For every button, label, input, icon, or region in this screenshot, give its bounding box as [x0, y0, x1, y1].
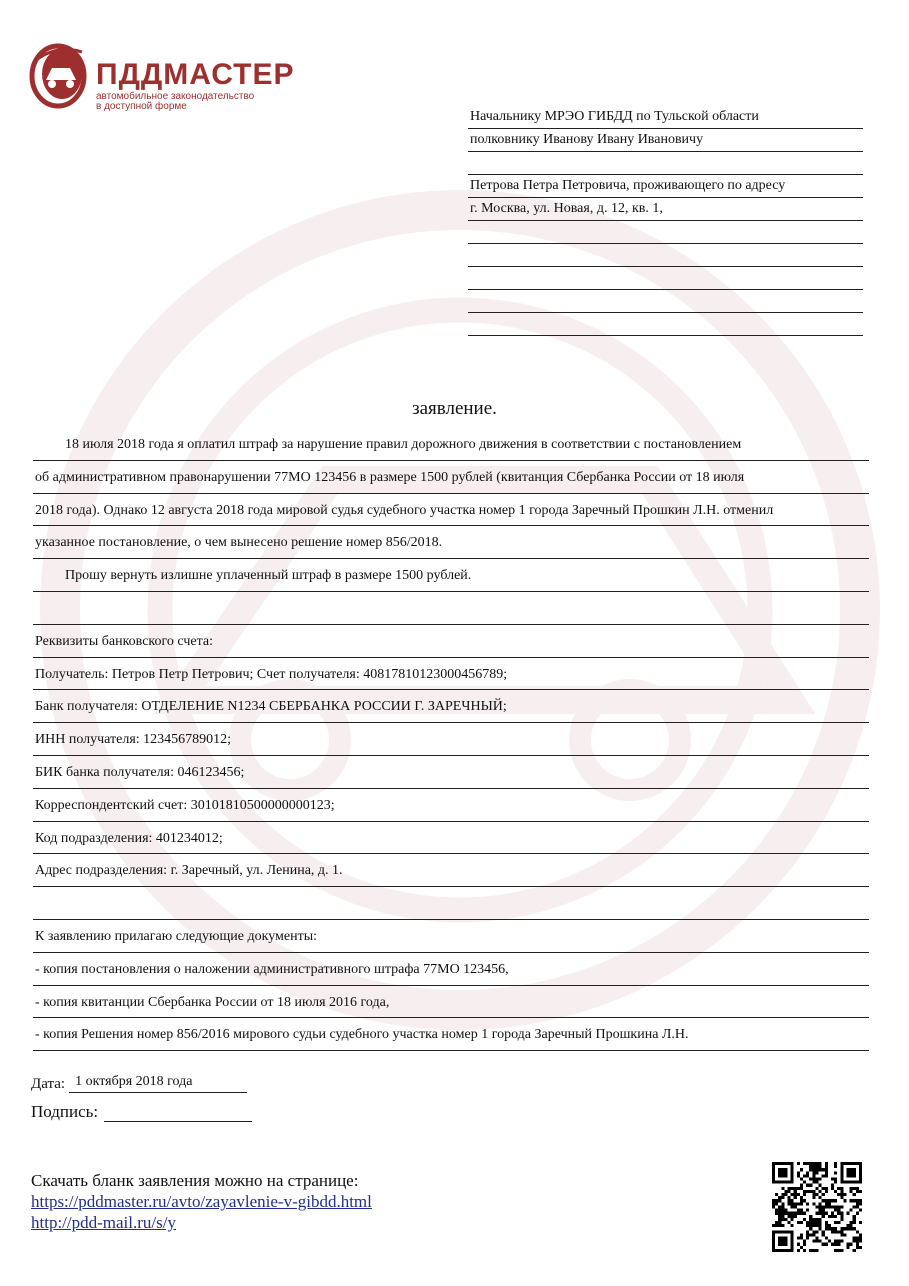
body-line: Прошу вернуть излишне уплаченный штраф в размере 1500 рублей.	[33, 559, 869, 592]
body-line: - копия постановления о наложении административного штрафа 77МО 123456,	[33, 953, 869, 986]
download-text: Скачать бланк заявления можно на странице:	[31, 1171, 359, 1190]
body-line: БИК банка получателя: 046123456;	[33, 756, 869, 789]
addressee-block	[468, 106, 863, 336]
body-line: - копия квитанции Сбербанка России от 18 июля 2016 года,	[33, 986, 869, 1019]
logo-tagline-line-2: в доступной форме	[96, 101, 187, 112]
body-line: Реквизиты банковского счета:	[33, 625, 869, 658]
body-line: Корреспондентский счет: 30101810500000000123;	[33, 789, 869, 822]
addressee-line	[468, 152, 863, 175]
addressee-line	[468, 221, 863, 244]
logo-name: ПДДМАСТЕР	[96, 58, 295, 91]
signature-field	[104, 1103, 252, 1122]
addressee-line: Начальнику МРЭО ГИБДД по Тульской области	[468, 106, 863, 129]
body-line: ИНН получателя: 123456789012;	[33, 723, 869, 756]
body-line: 2018 года). Однако 12 августа 2018 года мировой судья судебного участка номер 1 города Заречный Прошкин Л.Н. отменил	[33, 494, 869, 527]
statement-body	[33, 428, 869, 1051]
addressee-line: полковнику Иванову Ивану Ивановичу	[468, 129, 863, 152]
addressee-line	[468, 244, 863, 267]
logo-tagline-line-1: автомобильное законодательство	[96, 91, 255, 102]
logo-car-icon	[28, 40, 92, 110]
date-field: 1 октября 2018 года	[69, 1072, 247, 1093]
body-line: Код подразделения: 401234012;	[33, 822, 869, 855]
signature-label: Подпись:	[31, 1102, 99, 1121]
addressee-line	[468, 290, 863, 313]
date-row	[31, 1072, 247, 1093]
download-link-pdd-mail[interactable]: http://pdd-mail.ru/s/y	[31, 1213, 176, 1232]
body-line: Банк получателя: ОТДЕЛЕНИЕ N1234 СБЕРБАНКА РОССИИ Г. ЗАРЕЧНЫЙ;	[33, 690, 869, 723]
body-line	[33, 887, 869, 920]
body-line	[33, 592, 869, 625]
download-block	[31, 1170, 372, 1233]
body-line: Адрес подразделения: г. Заречный, ул. Ленина, д. 1.	[33, 854, 869, 887]
body-line: указанное постановление, о чем вынесено решение номер 856/2018.	[33, 526, 869, 559]
addressee-line: г. Москва, ул. Новая, д. 12, кв. 1,	[468, 198, 863, 221]
qr-code-icon	[772, 1162, 862, 1252]
document-title: заявление.	[412, 398, 497, 419]
signature-row	[31, 1102, 252, 1122]
addressee-line	[468, 313, 863, 336]
body-line: - копия Решения номер 856/2016 мирового судьи судебного участка номер 1 города Заречный Прошкина Л.Н.	[33, 1018, 869, 1051]
body-line: 18 июля 2018 года я оплатил штраф за нарушение правил дорожного движения в соответствии с постановлением	[33, 428, 869, 461]
date-label: Дата:	[31, 1076, 66, 1092]
body-line: об административном правонарушении 77МО 123456 в размере 1500 рублей (квитанция Сбербанка России от 18 июля	[33, 461, 869, 494]
addressee-line	[468, 267, 863, 290]
logo	[28, 40, 295, 112]
body-line: К заявлению прилагаю следующие документы:	[33, 920, 869, 953]
addressee-line: Петрова Петра Петровича, проживающего по адресу	[468, 175, 863, 198]
download-link-pddmaster[interactable]: https://pddmaster.ru/avto/zayavlenie-v-gibdd.html	[31, 1192, 372, 1211]
body-line: Получатель: Петров Петр Петрович; Счет получателя: 40817810123000456789;	[33, 658, 869, 691]
logo-tagline	[96, 92, 286, 112]
